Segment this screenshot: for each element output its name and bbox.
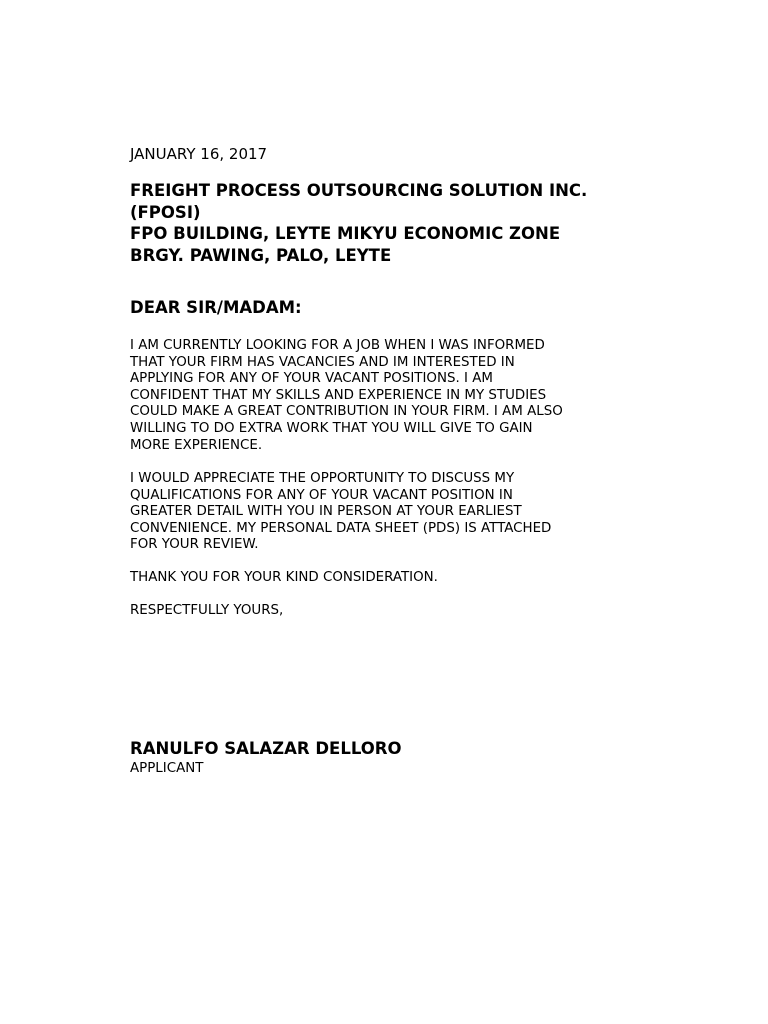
address-line-building: FPO BUILDING, LEYTE MIKYU ECONOMIC ZONE <box>130 224 561 243</box>
paragraph-line: I WOULD APPRECIATE THE OPPORTUNITY TO DISCUSS MY <box>130 471 515 486</box>
paragraph-line: I AM CURRENTLY LOOKING FOR A JOB WHEN I WAS INFORMED <box>130 338 545 353</box>
paragraph-line: COULD MAKE A GREAT CONTRIBUTION IN YOUR FIRM. I AM ALSO <box>130 404 563 420</box>
paragraph-line: GREATER DETAIL WITH YOU IN PERSON AT YOUR EARLIEST <box>130 504 522 520</box>
body-paragraph-intro <box>130 338 563 454</box>
paragraph-line: FOR YOUR REVIEW. <box>130 537 259 553</box>
body-paragraph-thanks: THANK YOU FOR YOUR KIND CONSIDERATION. <box>130 570 438 585</box>
paragraph-line: WILLING TO DO EXTRA WORK THAT YOU WILL GIVE TO GAIN <box>130 420 533 436</box>
paragraph-line: THAT YOUR FIRM HAS VACANCIES AND IM INTERESTED IN <box>130 354 515 370</box>
paragraph-line: MORE EXPERIENCE. <box>130 437 263 453</box>
paragraph-line: CONFIDENT THAT MY SKILLS AND EXPERIENCE IN MY STUDIES <box>130 387 547 403</box>
address-line-locality: BRGY. PAWING, PALO, LEYTE <box>130 245 392 265</box>
paragraph-line: APPLYING FOR ANY OF YOUR VACANT POSITIONS. I AM <box>130 371 493 387</box>
recipient-address <box>130 180 587 266</box>
body-paragraph-request <box>130 471 551 554</box>
signature-name: RANULFO SALAZAR DELLORO <box>130 739 402 758</box>
salutation: DEAR SIR/MADAM: <box>130 298 302 317</box>
paragraph-line: CONVENIENCE. MY PERSONAL DATA SHEET (PDS) IS ATTACHED <box>130 520 552 536</box>
letter-date: JANUARY 16, 2017 <box>130 145 268 163</box>
paragraph-line: QUALIFICATIONS FOR ANY OF YOUR VACANT POSITION IN <box>130 487 513 503</box>
address-line-abbreviation: (FPOSI) <box>130 202 201 222</box>
signature-title: APPLICANT <box>130 761 204 776</box>
closing-line: RESPECTFULLY YOURS, <box>130 603 284 618</box>
address-line-company: FREIGHT PROCESS OUTSOURCING SOLUTION INC. <box>130 181 588 200</box>
